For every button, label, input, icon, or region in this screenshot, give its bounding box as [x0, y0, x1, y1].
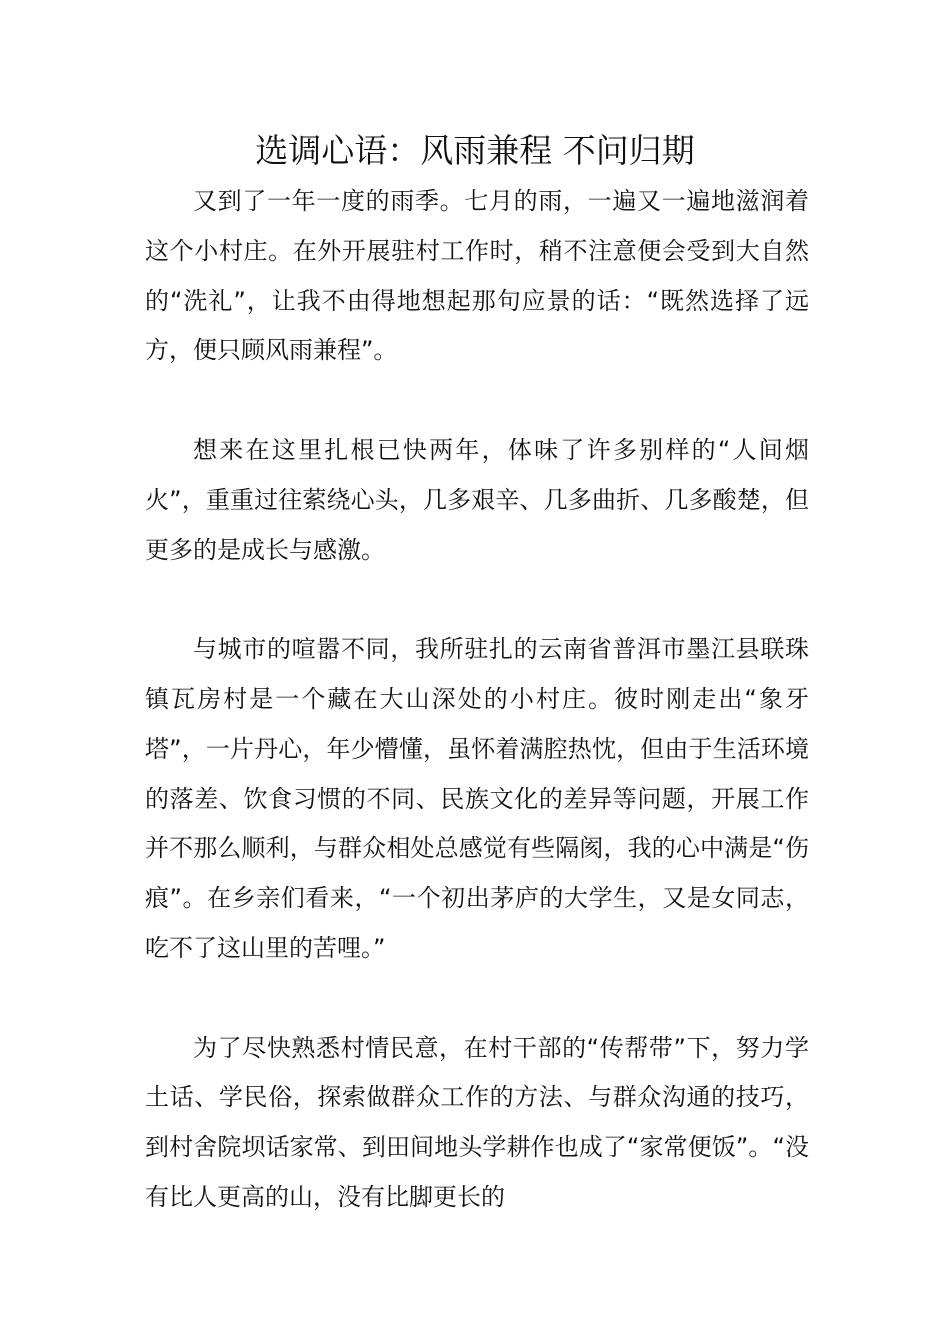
paragraph-2: 想来在这里扎根已快两年，体味了许多别样的“人间烟火”，重重过往萦绕心头，几多艰辛、几多曲折、几多酸楚，但更多的是成长与感激。	[145, 435, 809, 564]
document-title: 选调心语：风雨兼程 不问归期	[255, 131, 695, 170]
paragraph-spacer	[145, 974, 809, 1024]
paragraph-3: 与城市的喧嚣不同，我所驻扎的云南省普洱市墨江县联珠镇瓦房村是一个藏在大山深处的小村庄。彼时刚走出“象牙塔”，一片丹心，年少懵懂，虽怀着满腔热忱，但由于生活环境的落差、饮食习惯的不同、民族文化的差异等问题，开展工作并不那么顺利，与群众相处总感觉有些隔阂，我的心中满是“伤痕”。在乡亲们看来，“一个初出茅庐的大学生，又是女同志，吃不了这山里的苦哩。”	[145, 635, 809, 962]
paragraph-4: 为了尽快熟悉村情民意，在村干部的“传帮带”下，努力学土话、学民俗，探索做群众工作的方法、与群众沟通的技巧，到村舍院坝话家常、到田间地头学耕作也成了“家常便饭”。“没有比人更高的山，没有比脚更长的	[145, 1033, 809, 1211]
paragraph-spacer	[145, 376, 809, 426]
paragraph-spacer	[145, 575, 809, 625]
document-body	[145, 177, 809, 1223]
paragraph-1: 又到了一年一度的雨季。七月的雨，一遍又一遍地滋润着这个小村庄。在外开展驻村工作时，稍不注意便会受到大自然的“洗礼”，让我不由得地想起那句应景的话：“既然选择了远方，便只顾风雨兼程”。	[145, 187, 809, 365]
